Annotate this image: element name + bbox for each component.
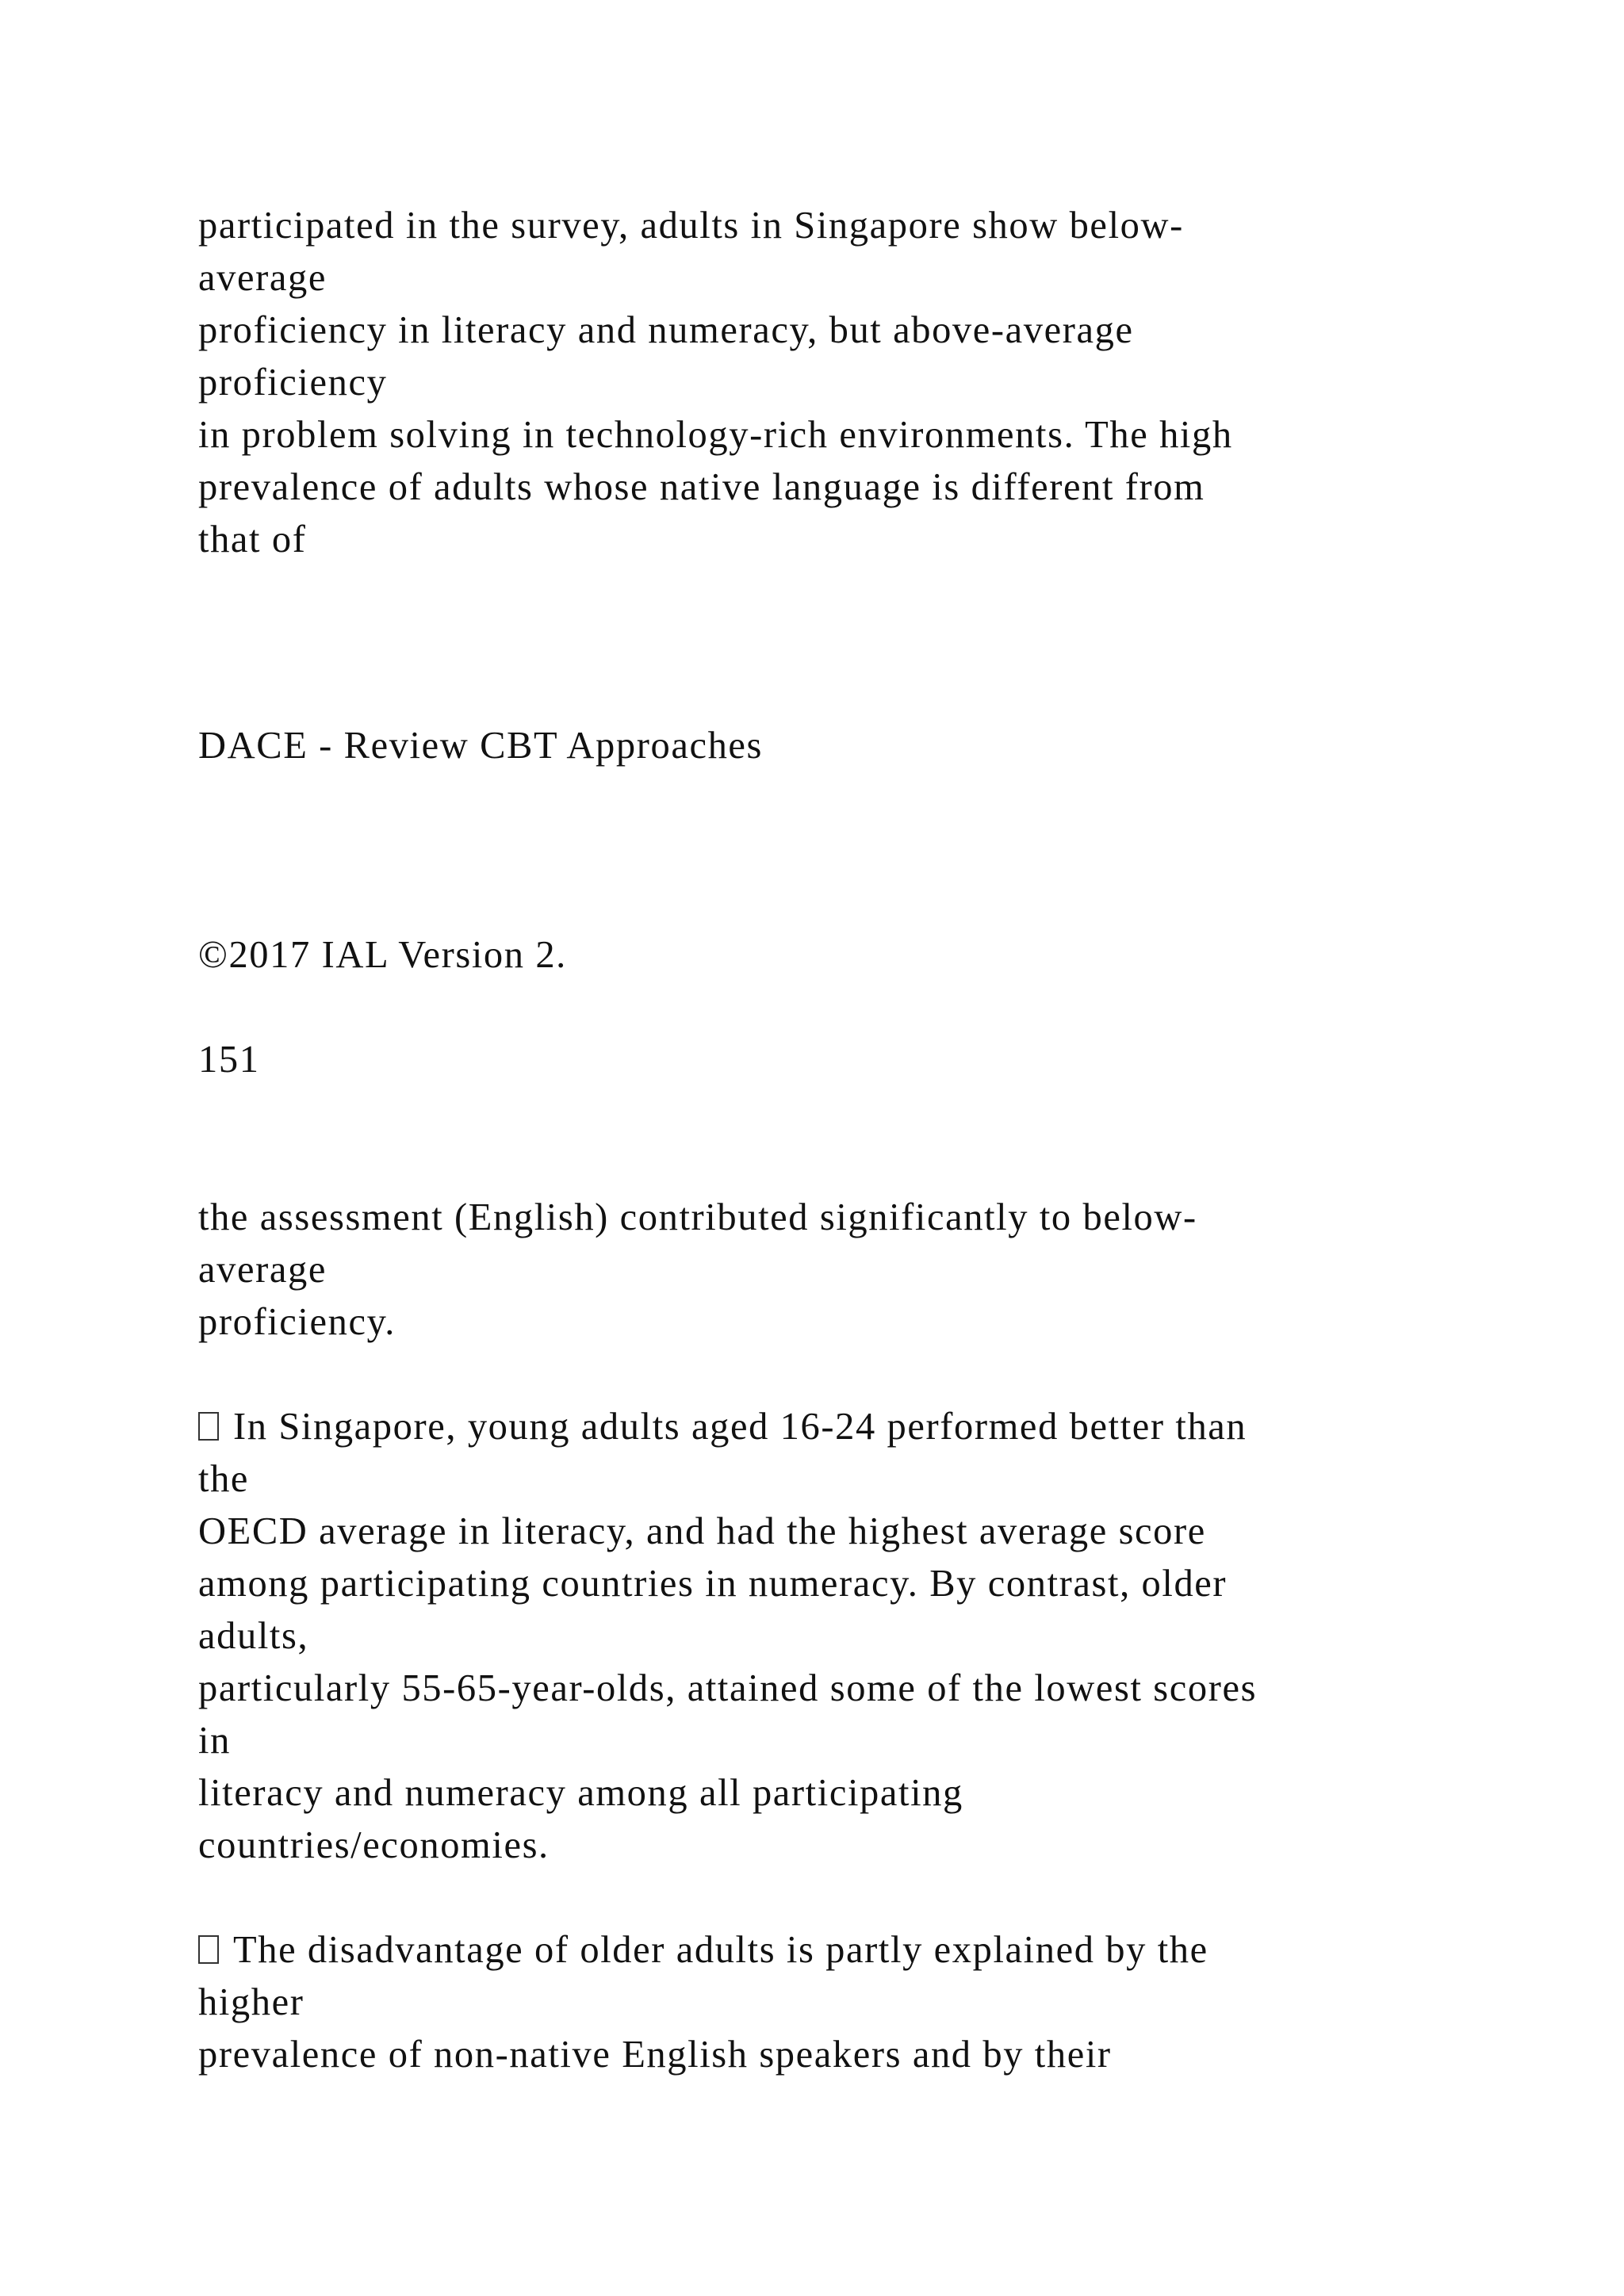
bullet-text: In Singapore, young adults aged 16-24 performed better than (233, 1406, 1247, 1448)
text-line: participated in the survey, adults in Singapore show below- (198, 205, 1184, 247)
text-line: average (198, 257, 327, 299)
text-line: the assessment (English) contributed significantly to below- (198, 1196, 1197, 1238)
bullet-text: The disadvantage of older adults is partly explained by the (233, 1929, 1208, 1971)
text-line: prevalence of non-native English speakers and by their (198, 2034, 1112, 2076)
text-line: among participating countries in numeracy. By contrast, older (198, 1563, 1228, 1605)
text-line: in (198, 1720, 231, 1762)
text-line: proficiency. (198, 1301, 396, 1343)
text-line: average (198, 1249, 327, 1291)
text-line: proficiency (198, 362, 388, 404)
text-line (198, 1924, 1208, 1976)
text-line: countries/economies. (198, 1824, 550, 1866)
text-line: literacy and numeracy among all participating (198, 1772, 963, 1814)
text-line: prevalence of adults whose native language is different from (198, 466, 1205, 508)
text-line: the (198, 1458, 250, 1500)
text-line (198, 1401, 1247, 1453)
text-line: higher (198, 1981, 304, 2023)
text-line: in problem solving in technology-rich environments. The high (198, 414, 1233, 456)
copyright-notice: ©2017 IAL Version 2. (198, 934, 567, 976)
text-line: adults, (198, 1615, 309, 1657)
page-number: 151 (198, 1039, 260, 1081)
text-line: particularly 55-65-year-olds, attained some of the lowest scores (198, 1667, 1258, 1709)
course-title: DACE - Review CBT Approaches (198, 725, 764, 767)
text-line: that of (198, 519, 307, 561)
bullet-glyph-icon (198, 1412, 219, 1441)
bullet-glyph-icon (198, 1935, 219, 1964)
text-line: proficiency in literacy and numeracy, but above-average (198, 309, 1134, 351)
text-line: OECD average in literacy, and had the highest average score (198, 1510, 1206, 1552)
